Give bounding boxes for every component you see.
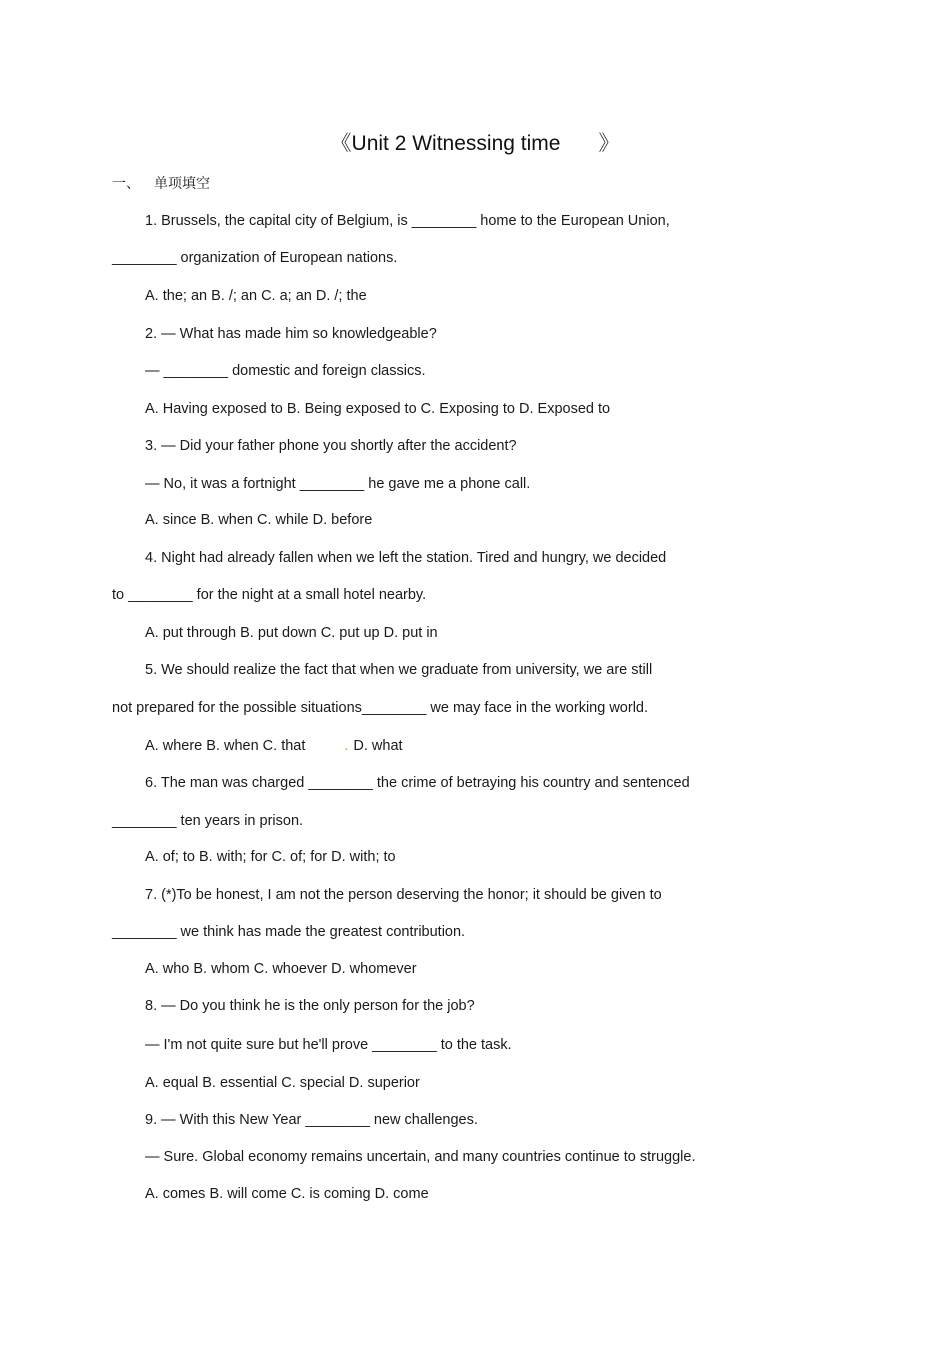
question-5-stem-line-1: 5. We should realize the fact that when we graduate from university, we are still [145,662,653,678]
question-3-stem-line-1: 3. — Did your father phone you shortly after the accident? [145,438,517,454]
question-1-stem-line-1: 1. Brussels, the capital city of Belgium, is ________ home to the European Union, [145,213,670,229]
question-1-options: A. the; an B. /; an C. a; an D. /; the [145,288,367,304]
question-1-stem-line-2: ________ organization of European nations. [112,250,398,266]
question-6-options: A. of; to B. with; for C. of; for D. with; to [145,849,396,865]
question-2-stem-line-2: — ________ domestic and foreign classics. [145,363,426,379]
question-8-stem-line-2: — I'm not quite sure but he'll prove ________ to the task. [145,1037,512,1053]
question-8-stem-line-1: 8. — Do you think he is the only person for the job? [145,998,475,1014]
section-title: 单项填空 [154,175,210,191]
question-3-stem-line-2: — No, it was a fortnight ________ he gave me a phone call. [145,476,531,492]
question-8-options: A. equal B. essential C. special D. superior [145,1075,420,1091]
question-4-stem-line-1: 4. Night had already fallen when we left the station. Tired and hungry, we decided [145,550,667,566]
question-7-options: A. who B. whom C. whoever D. whomever [145,961,417,977]
question-6-stem-line-1: 6. The man was charged ________ the crime of betraying his country and sentenced [145,775,690,791]
question-4-options: A. put through B. put down C. put up D. put in [145,625,438,641]
question-3-options: A. since B. when C. while D. before [145,512,373,528]
question-7-stem-line-2: ________ we think has made the greatest contribution. [112,924,466,940]
mark-dot: . [344,738,349,754]
section-number: 一、 [112,175,140,191]
question-7-stem-line-1: 7. (*)To be honest, I am not the person deserving the honor; it should be given to [145,887,662,903]
question-9-stem-line-1: 9. — With this New Year ________ new challenges. [145,1112,478,1128]
question-5-stem-line-2: not prepared for the possible situations________ we may face in the working world. [112,700,649,716]
question-4-stem-line-2: to ________ for the night at a small hotel nearby. [112,587,427,603]
section-heading [112,173,210,193]
question-9-options: A. comes B. will come C. is coming D. come [145,1186,429,1202]
question-6-stem-line-2: ________ ten years in prison. [112,813,304,829]
question-9-stem-line-2: — Sure. Global economy remains uncertain, and many countries continue to struggle. [145,1149,696,1165]
page-title: 《Unit 2 Witnessing time 》 [330,132,620,155]
question-2-stem-line-1: 2. — What has made him so knowledgeable? [145,326,437,342]
question-2-options: A. Having exposed to B. Being exposed to C. Exposing to D. Exposed to [145,401,611,417]
question-5-options: A. where B. when C. that . D. what [145,738,403,754]
